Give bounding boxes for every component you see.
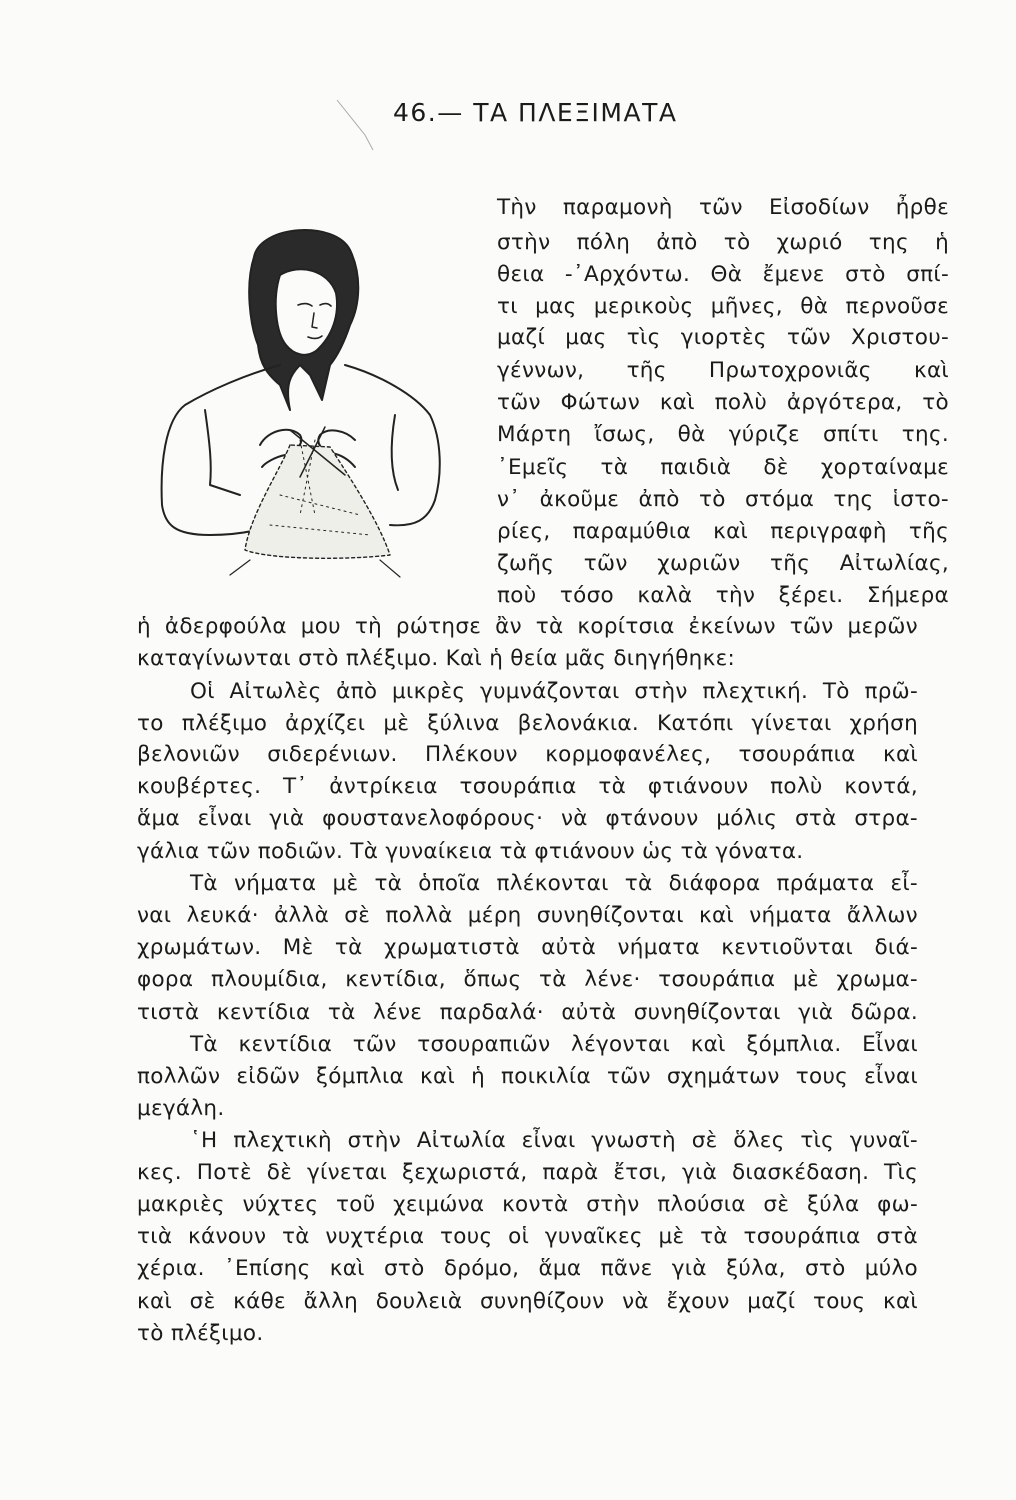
text-line: γάλια τῶν ποδιῶν. Τὰ γυναίκεια τὰ φτιάνουν ὡς τὰ γόνατα. — [137, 839, 804, 864]
text-line: Τὰ κεντίδια τῶν τσουραπιῶν λέγονται καὶ ξόμπλια. Εἶναι — [190, 1032, 918, 1057]
text-line: Τὰ νήματα μὲ τὰ ὁποῖα πλέκονται τὰ διάφορα πράματα εἶ- — [190, 871, 918, 896]
text-line: μακριὲς νύχτες τοῦ χειμώνα κοντὰ στὴν πλούσια σὲ ξύλα φω- — [137, 1192, 918, 1217]
text-line: μαζί μας τὶς γιορτὲς τῶν Χριστου- — [497, 325, 949, 350]
text-line: θεια -᾿Αρχόντω. Θὰ ἔμενε στὸ σπί- — [497, 262, 949, 287]
text-line: ναι λευκά· ἀλλὰ σὲ πολλὰ μέρη συνηθίζονται καὶ νήματα ἄλλων — [137, 903, 918, 928]
text-line: ποὺ τόσο καλὰ τὴν ξέρει. Σήμερα — [497, 583, 949, 608]
text-line: καταγίνωνται στὸ πλέξιμο. Καὶ ἡ θεία μᾶς διηγήθηκε: — [137, 646, 736, 671]
text-line: ῾Η πλεχτικὴ στὴν Αἰτωλία εἶναι γνωστὴ σὲ ὅλες τὶς γυναῖ- — [190, 1128, 918, 1153]
text-line: ζωῆς τῶν χωριῶν τῆς Αἰτωλίας, — [497, 551, 949, 576]
text-line: βελονιῶν σιδερένιων. Πλέκουν κορμοφανέλες, τσουράπια καὶ — [137, 742, 918, 767]
text-line: τι μας μερικοὺς μῆνες, θὰ περνοῦσε — [497, 294, 949, 319]
text-line: φορα πλουμίδια, κεντίδια, ὅπως τὰ λένε· τσουράπια μὲ χρωμα- — [137, 967, 918, 992]
text-line: μεγάλη. — [137, 1096, 225, 1121]
text-line: Τὴν παραμονὴ τῶν Εἰσοδίων ἦρθε — [497, 195, 949, 220]
text-line: καὶ σὲ κάθε ἄλλη δουλειὰ συνηθίζουν νὰ ἔχουν μαζί τους καὶ — [137, 1289, 918, 1314]
text-line: τιστὰ κεντίδια τὰ λένε παρδαλά· αὐτὰ συνηθίζονται γιὰ δῶρα. — [137, 1000, 918, 1025]
text-line: ᾿Εμεῖς τὰ παιδιὰ δὲ χορταίναμε — [497, 455, 949, 480]
text-line: ρίες, παραμύθια καὶ περιγραφὴ τῆς — [497, 519, 949, 544]
text-line: χρωμάτων. Μὲ τὰ χρωματιστὰ αὐτὰ νήματα κεντιοῦνται διά- — [137, 935, 918, 960]
text-line: ν᾿ ἀκοῦμε ἀπὸ τὸ στόμα της ἱστο- — [497, 487, 949, 512]
text-line: τὸ πλέξιμο. — [137, 1321, 264, 1346]
text-line: το πλέξιμο ἀρχίζει μὲ ξύλινα βελονάκια. Κατόπι γίνεται χρήση — [137, 711, 918, 736]
text-line: χέρια. ᾿Επίσης καὶ στὸ δρόμο, ἅμα πᾶνε γιὰ ξύλα, στὸ μύλο — [137, 1256, 918, 1281]
text-line: ἅμα εἶναι γιὰ φουστανελοφόρους· νὰ φτάνουν μόλις στὰ στρα- — [137, 806, 918, 831]
text-line: πολλῶν εἰδῶν ξόμπλια καὶ ἡ ποικιλία τῶν σχημάτων τους εἶναι — [137, 1064, 918, 1089]
text-line: τιὰ κάνουν τὰ νυχτέρια τους οἱ γυναῖκες μὲ τὰ τσουράπια στὰ — [137, 1224, 918, 1249]
woman-knitting-illustration — [150, 215, 450, 590]
text-line: ἡ ἀδερφούλα μου τὴ ρώτησε ἂν τὰ κορίτσια ἐκείνων τῶν μερῶν — [137, 614, 918, 639]
text-line: τῶν Φώτων καὶ πολὺ ἀργότερα, τὸ — [497, 390, 949, 415]
text-line: Μάρτη ἴσως, θὰ γύριζε σπίτι της. — [497, 422, 949, 447]
text-line: στὴν πόλη ἀπὸ τὸ χωριό της ἡ — [497, 230, 949, 255]
page-title: 46.— ΤΑ ΠΛΕΞΙΜΑΤΑ — [393, 98, 678, 127]
text-line: κες. Ποτὲ δὲ γίνεται ξεχωριστά, παρὰ ἔτσι, γιὰ διασκέδαση. Τὶς — [137, 1160, 918, 1185]
text-line: γέννων, τῆς Πρωτοχρονιᾶς καὶ — [497, 358, 949, 383]
text-line: Οἱ Αἰτωλὲς ἀπὸ μικρὲς γυμνάζονται στὴν πλεχτική. Τὸ πρῶ- — [190, 679, 918, 704]
text-line: κουβέρτες. Τ᾿ ἀντρίκεια τσουράπια τὰ φτιάνουν πολὺ κοντά, — [137, 774, 918, 799]
scan-mark — [335, 95, 375, 155]
